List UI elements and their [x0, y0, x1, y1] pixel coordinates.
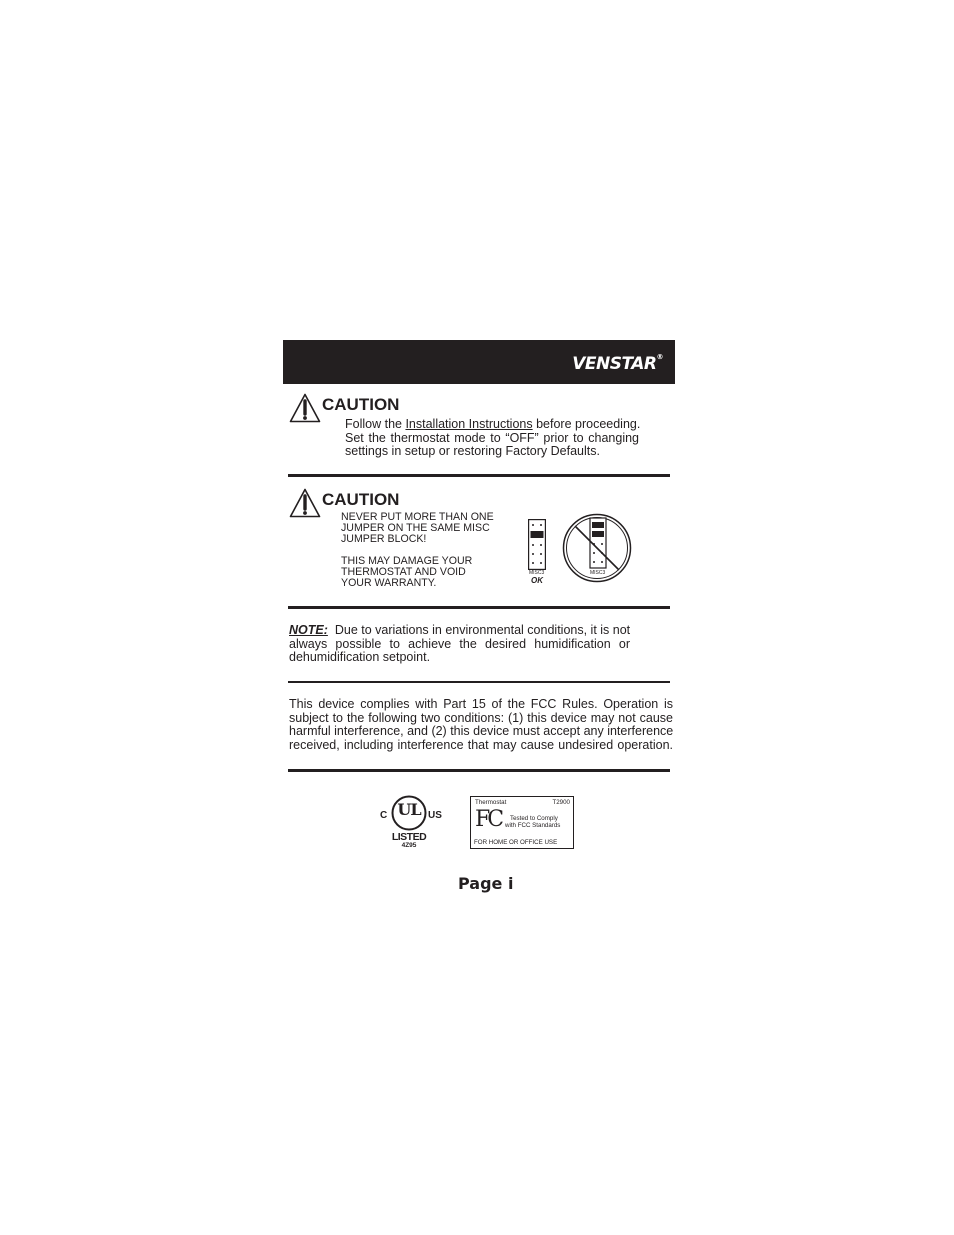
fcc-tested-2: with FCC Standards — [505, 822, 561, 829]
fcc-line: harmful interference, and (2) this device must accept any interference — [289, 724, 674, 739]
caution-title: CAUTION — [322, 395, 400, 414]
fcc-tested-1: Tested to Comply — [510, 815, 558, 822]
warning-line: NEVER PUT MORE THAN ONE — [341, 511, 494, 523]
fcc-line: subject to the following two conditions: (1) this device may not cause — [289, 710, 673, 725]
ul-mark: UL — [397, 800, 421, 819]
fcc-statement — [289, 698, 673, 752]
caution-line: Follow the Installation Instructions before proceeding. — [345, 417, 641, 431]
note-line: dehumidification setpoint. — [289, 650, 431, 665]
divider — [288, 681, 670, 683]
page-number: Page i — [458, 874, 514, 893]
ul-listed: LISTED — [391, 831, 427, 843]
fcc-line: This device complies with Part 15 of the FCC Rules. Operation is — [289, 697, 673, 711]
fcc-model: T2900 — [552, 799, 570, 806]
ul-us: US — [428, 810, 442, 821]
note-paragraph — [289, 624, 630, 665]
note-label: NOTE: — [289, 623, 328, 637]
note-line: NOTE: Due to variations in environmental conditions, it is not — [289, 623, 631, 637]
warning-line: JUMPER BLOCK! — [341, 533, 427, 545]
note-line: always possible to achieve the desired humidification or — [289, 636, 630, 651]
jumper-bad-label: MISC3 — [590, 570, 606, 576]
warning-line: JUMPER ON THE SAME MISC — [341, 522, 490, 534]
fcc-logo: FC — [475, 807, 502, 832]
warning-triangle-icon — [289, 393, 321, 423]
jumper-block-ok-icon — [528, 519, 546, 570]
jumper-ok-label: MISC3 — [529, 570, 545, 576]
ul-c: C — [380, 810, 388, 821]
fcc-product: Thermostat — [475, 799, 507, 806]
ul-code: 4Z95 — [401, 842, 417, 849]
warning-line: THIS MAY DAMAGE YOUR — [341, 555, 473, 567]
ok-label: OK — [531, 576, 543, 585]
caution-title: CAUTION — [322, 490, 400, 509]
ul-listed-logo — [378, 795, 442, 851]
divider — [288, 769, 670, 772]
fcc-use: FOR HOME OR OFFICE USE — [474, 839, 558, 846]
fcc-label — [470, 796, 574, 849]
installation-instructions-link[interactable]: Installation Instructions — [405, 417, 533, 431]
jumper-warning-text — [341, 512, 511, 589]
fcc-line: received, including interference that may cause undesired operation. — [289, 737, 673, 752]
caution-text — [345, 418, 639, 459]
warning-triangle-icon — [289, 488, 321, 518]
warning-line: THERMOSTAT AND VOID — [341, 566, 466, 578]
caution-line: settings in setup or restoring Factory Defaults. — [345, 444, 600, 459]
divider — [288, 474, 670, 477]
warning-line: YOUR WARRANTY. — [341, 577, 437, 589]
header-bar — [283, 340, 675, 384]
caution-line: Set the thermostat mode to “OFF” prior to changing — [345, 430, 639, 445]
divider — [288, 606, 670, 609]
venstar-logo: VENSTAR® — [572, 353, 663, 374]
